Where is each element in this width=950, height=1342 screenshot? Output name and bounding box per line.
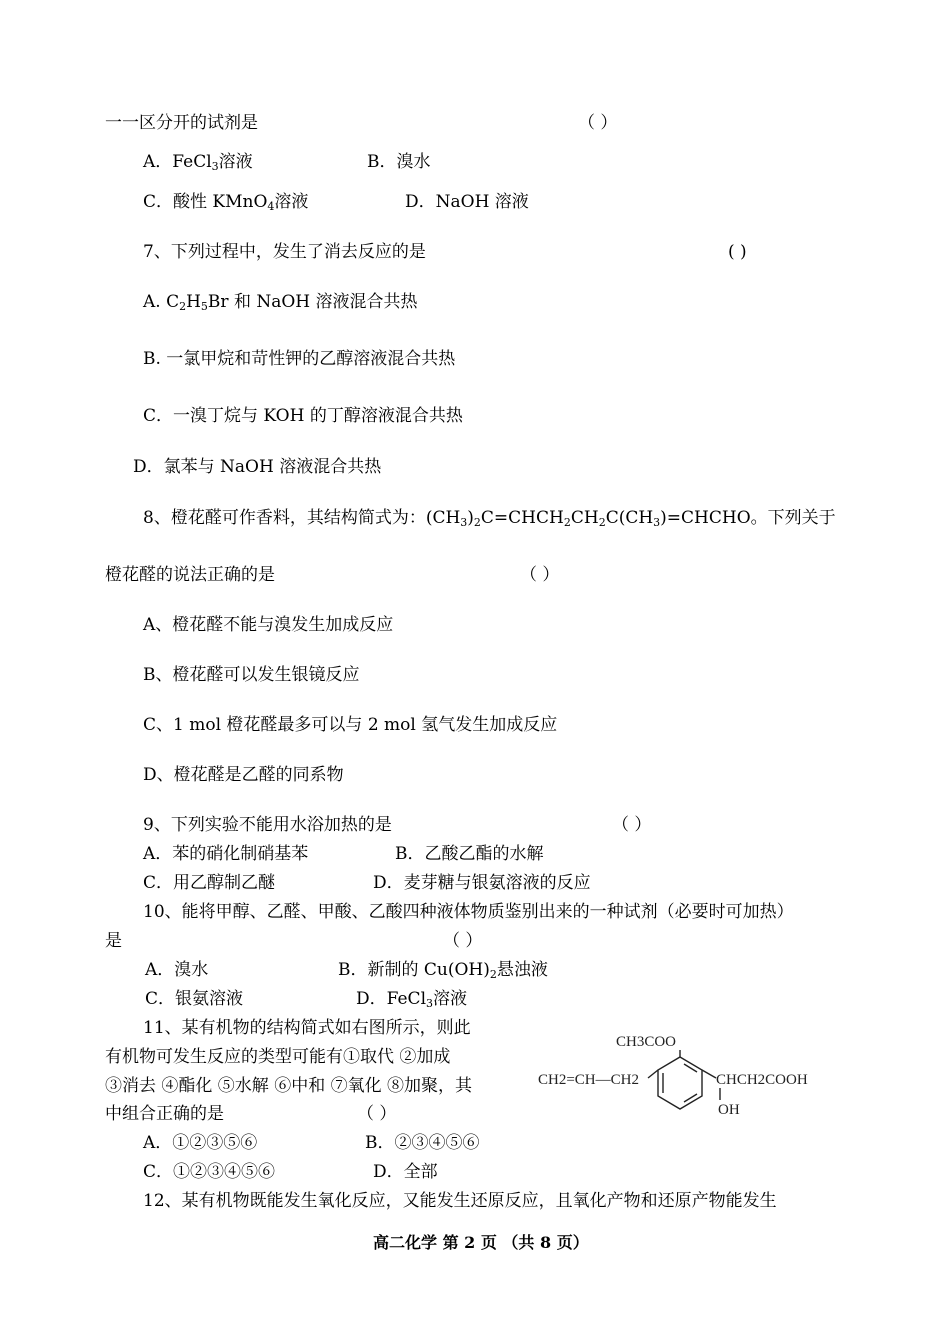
q7-option-c: C．一溴丁烷与 KOH 的丁醇溶液混合共热 <box>143 406 463 426</box>
answer-bracket: （ ） <box>520 565 560 585</box>
option-a: A．FeCl$_3$溶液 <box>143 152 253 173</box>
structure-right-chain: CHCH2COOH <box>716 1072 808 1088</box>
question-12-stem: 12、某有机物既能发生氧化反应，又能发生还原反应，且氧化产物和还原产物能发生 <box>143 1191 777 1211</box>
page-footer: 高二化学 第 2 页 （共 8 页） <box>373 1233 589 1252</box>
q11-option-a: A．①②③⑤⑥ <box>143 1133 258 1153</box>
q8-option-c: C、1 mol 橙花醛最多可以与 2 mol 氢气发生加成反应 <box>143 715 558 735</box>
question-10-stem-line2: 是 <box>105 931 122 951</box>
question-8-stem-line2: 橙花醛的说法正确的是 <box>105 565 275 585</box>
question-6-stem-cont: 一一区分开的试剂是 <box>105 113 258 133</box>
q11-option-b: B．②③④⑤⑥ <box>365 1133 480 1153</box>
q7-option-d: D．氯苯与 NaOH 溶液混合共热 <box>133 457 382 477</box>
option-b: B．溴水 <box>367 152 431 172</box>
answer-bracket: （ ） <box>443 931 483 951</box>
structure-left-chain: CH2=CH—CH2 <box>538 1072 639 1088</box>
structure-oh: OH <box>718 1102 740 1118</box>
question-11-stem-line3: ③消去 ④酯化 ⑤水解 ⑥中和 ⑦氧化 ⑧加聚，其 <box>105 1076 473 1096</box>
answer-bracket: ( ) <box>728 242 747 262</box>
benzene-ring <box>648 1050 720 1109</box>
q7-option-b: B. 一氯甲烷和苛性钾的乙醇溶液混合共热 <box>143 349 456 369</box>
q7-option-a: A. $C_2H_5Br$ 和 NaOH 溶液混合共热 <box>143 292 418 313</box>
q10-option-a: A．溴水 <box>145 960 209 980</box>
question-8-stem: 8、橙花醛可作香料，其结构简式为：$(CH_3)_2C=CHCH_2CH_2C(CH_3)=CHCHO$。下列关于 <box>143 508 836 529</box>
q8-option-b: B、橙花醛可以发生银镜反应 <box>143 665 360 685</box>
option-c: C．酸性 KMnO$_4$溶液 <box>143 192 309 213</box>
answer-bracket: （ ） <box>357 1104 397 1124</box>
q10-option-d: D．FeCl$_3$溶液 <box>356 989 468 1010</box>
answer-bracket: （ ） <box>612 815 652 835</box>
question-7-stem: 7、下列过程中，发生了消去反应的是 <box>143 242 426 262</box>
q9-option-d: D．麦芽糖与银氨溶液的反应 <box>373 873 591 893</box>
q9-option-c: C．用乙醇制乙醚 <box>143 873 276 893</box>
q11-option-d: D．全部 <box>373 1162 438 1182</box>
q9-option-b: B．乙酸乙酯的水解 <box>395 844 544 864</box>
question-10-stem: 10、能将甲醇、乙醛、甲酸、乙酸四种液体物质鉴别出来的一种试剂（必要时可加热） <box>143 902 794 922</box>
q11-option-c: C．①②③④⑤⑥ <box>143 1162 276 1182</box>
question-9-stem: 9、下列实验不能用水浴加热的是 <box>143 815 392 835</box>
structure-top-group: CH3COO <box>616 1034 677 1050</box>
q8-option-d: D、橙花醛是乙醛的同系物 <box>143 765 344 785</box>
structural-formula <box>530 1020 850 1140</box>
option-d: D．NaOH 溶液 <box>405 192 529 212</box>
question-11-stem: 11、某有机物的结构简式如右图所示，则此 <box>143 1018 471 1038</box>
q8-option-a: A、橙花醛不能与溴发生加成反应 <box>143 615 394 635</box>
q10-option-b: B．新制的 $Cu(OH)_2$悬浊液 <box>338 960 548 981</box>
question-11-stem-line2: 有机物可发生反应的类型可能有①取代 ②加成 <box>105 1047 451 1067</box>
answer-bracket: （ ） <box>578 113 618 133</box>
question-11-stem-line4: 中组合正确的是 <box>105 1104 224 1124</box>
q9-option-a: A．苯的硝化制硝基苯 <box>143 844 309 864</box>
q10-option-c: C．银氨溶液 <box>145 989 244 1009</box>
